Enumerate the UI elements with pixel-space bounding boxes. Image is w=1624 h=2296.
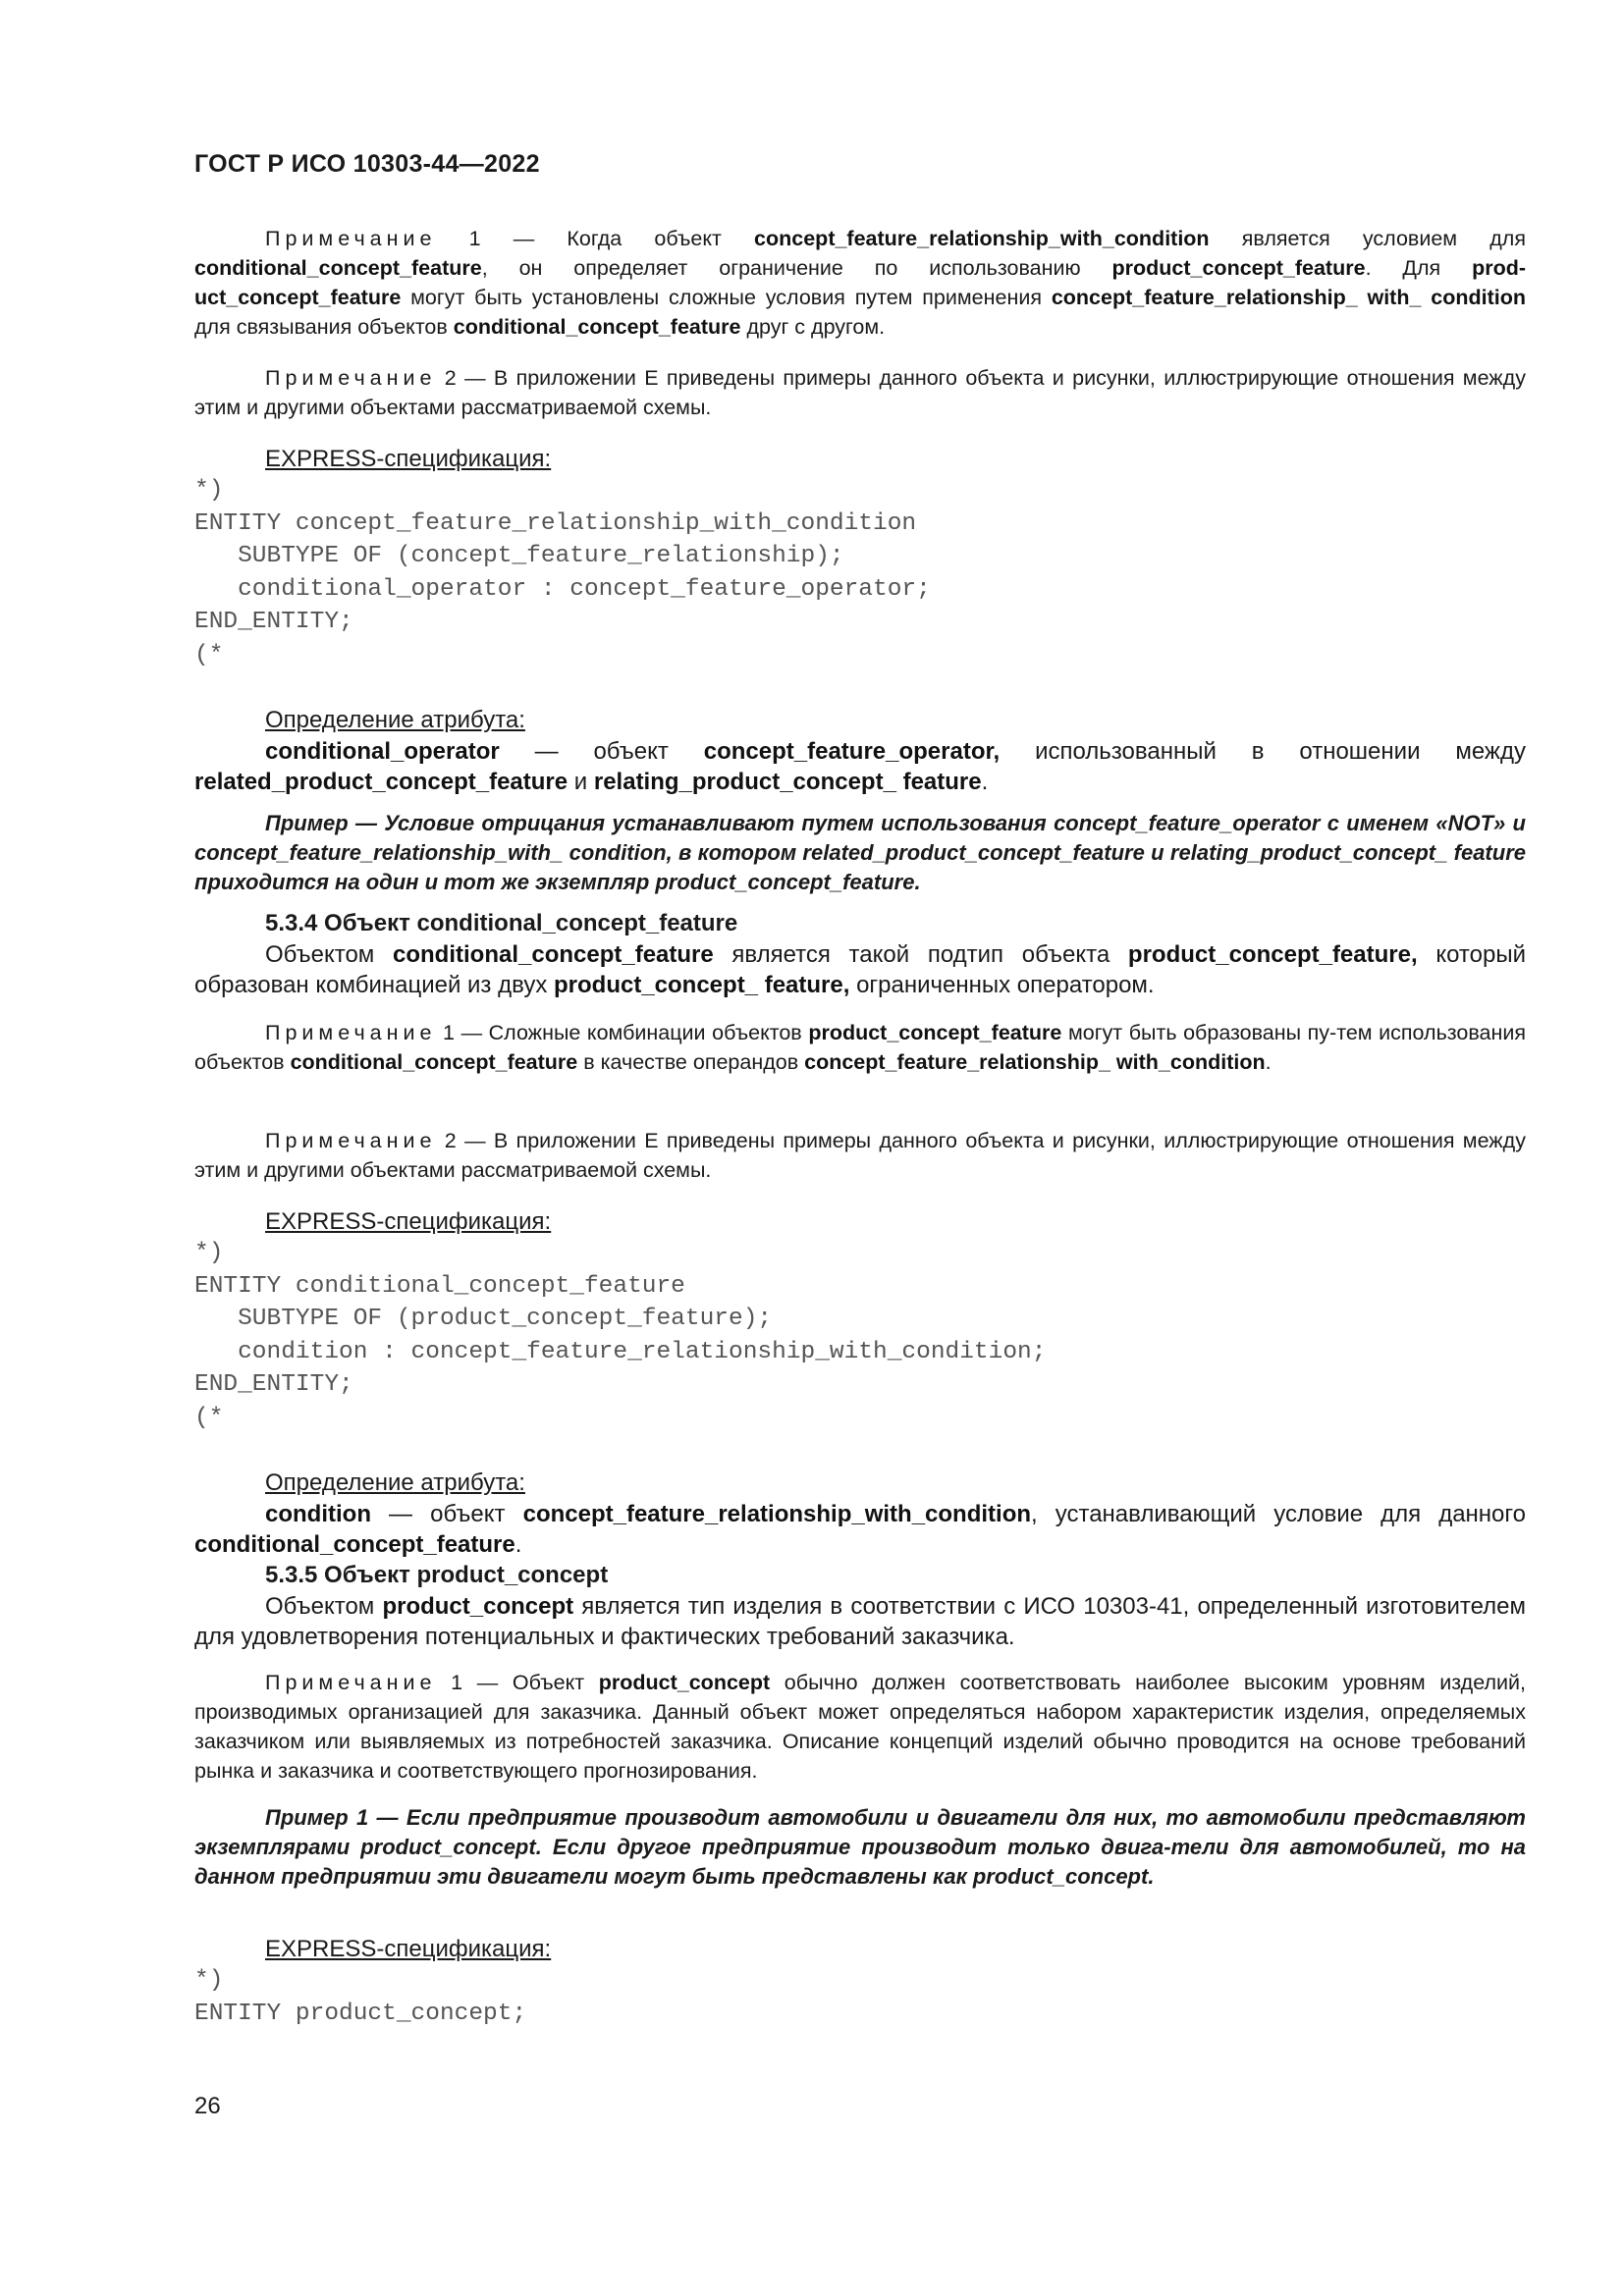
express-spec-1 — [194, 444, 1526, 671]
page-number: 26 — [194, 2093, 221, 2119]
section-5-3-5: 5.3.5 Объект product_concept Объектом product_concept является тип изделия в соответствии с ИСО 10303-41, определенный изготовителем для удовлетворения потенциальных и фактических требований заказчика. — [194, 1562, 1526, 1650]
attr-def-label: Определение атрибута: — [265, 707, 525, 733]
example-negation: Пример — Условие отрицания устанавливают путем использования concept_feature_operator с именем «NOT» и concept_feature_relationship_with_ condition, в котором related_product_concept_feature и relating_product_concept_ feature приходится на один и тот же экземпляр product_concept_feature. — [194, 811, 1526, 894]
attribute-definition-2: Определение атрибута: condition — объект concept_feature_relationship_with_condition, устанавливающий условие для данного conditional_concept_feature. — [194, 1469, 1526, 1558]
express-spec-2: EXPRESS-спецификация: *) ENTITY conditional_concept_feature SUBTYPE OF (product_concept_feature); condition : concept_feature_relationship_with_condition; END_ENTITY; (* — [194, 1206, 1526, 1434]
section-heading: 5.3.4 Объект conditional_concept_feature — [265, 910, 738, 936]
express-spec-3: EXPRESS-спецификация: *) ENTITY product_concept; — [194, 1934, 1526, 2030]
note-label: Примечание — [265, 227, 437, 250]
express-code-block: *) ENTITY concept_feature_relationship_with_condition SUBTYPE OF (concept_feature_relationship); conditional_operator : concept_feature_operator; END_ENTITY; (* — [194, 477, 931, 668]
note-1-complex-combinations: Примечание 1 — Сложные комбинации объектов product_concept_feature могут быть образованы пу-тем использования объектов conditional_concept_feature в качестве операндов concept_feature_relationship_ with_condition. — [194, 1021, 1527, 1074]
note-2-appendix-reference: Примечание 2 — В приложении E приведены примеры данного объекта и рисунки, иллюстрирующие отношения между этим и другими объектами рассматриваемой схемы. — [194, 366, 1526, 419]
note-2-appendix-reference-second: Примечание 2 — В приложении E приведены примеры данного объекта и рисунки, иллюстрирующие отношения между этим и другими объектами рассматриваемой схемы. — [194, 1129, 1526, 1182]
document-header: ГОСТ Р ИСО 10303-44—2022 — [194, 150, 540, 178]
express-code-block: *) ENTITY product_concept; — [194, 1967, 527, 2027]
section-5-3-4: 5.3.4 Объект conditional_concept_feature Объектом conditional_concept_feature является такой подтип объекта product_concept_feature, который образован комбинацией из двух product_concept_ feature, ограниченных оператором. — [194, 910, 1526, 998]
attribute-definition-1: Определение атрибута: conditional_operator — объект concept_feature_operator, использованный в отношении между related_product_concept_feature и relating_product_concept_ feature. — [194, 707, 1526, 795]
express-label: EXPRESS-спецификация: — [265, 446, 552, 472]
note-1-relationship-with-condition: Примечание 1 — Когда объект concept_feature_relationship_with_condition является условием для conditional_concept_feature, он определяет ограничение по использованию product_concept_feature. Для prod-uct_concept_feature могут быть установлены сложные условия путем применения concept_feature_relationship_ with_ condition для связывания объектов conditional_concept_feature друг с другом. — [194, 227, 1526, 339]
example-automobiles: Пример 1 — Если предприятие производит автомобили и двигатели для них, то автомобили представляют экземплярами product_concept. Если другое предприятие производит только двига-тели для автомобилей, то на данном предприятии эти двигатели могут быть представлены как product_concept. — [194, 1805, 1526, 1889]
section-heading: 5.3.5 Объект product_concept — [265, 1562, 609, 1588]
express-code-block: *) ENTITY conditional_concept_feature SUBTYPE OF (product_concept_feature); condition : concept_feature_relationship_with_condition; END_ENTITY; (* — [194, 1240, 1047, 1431]
note-1-product-concept: Примечание 1 — Объект product_concept обычно должен соответствовать наиболее высоким уровням изделий, производимых организацией для заказчика. Данный объект может определяться набором характеристик изделия, определяемых заказчиком или выявляемых из потребностей заказчика. Описание концепций изделий обычно проводится на основе требований рынка и заказчика и соответствующего прогнозирования. — [194, 1671, 1527, 1783]
